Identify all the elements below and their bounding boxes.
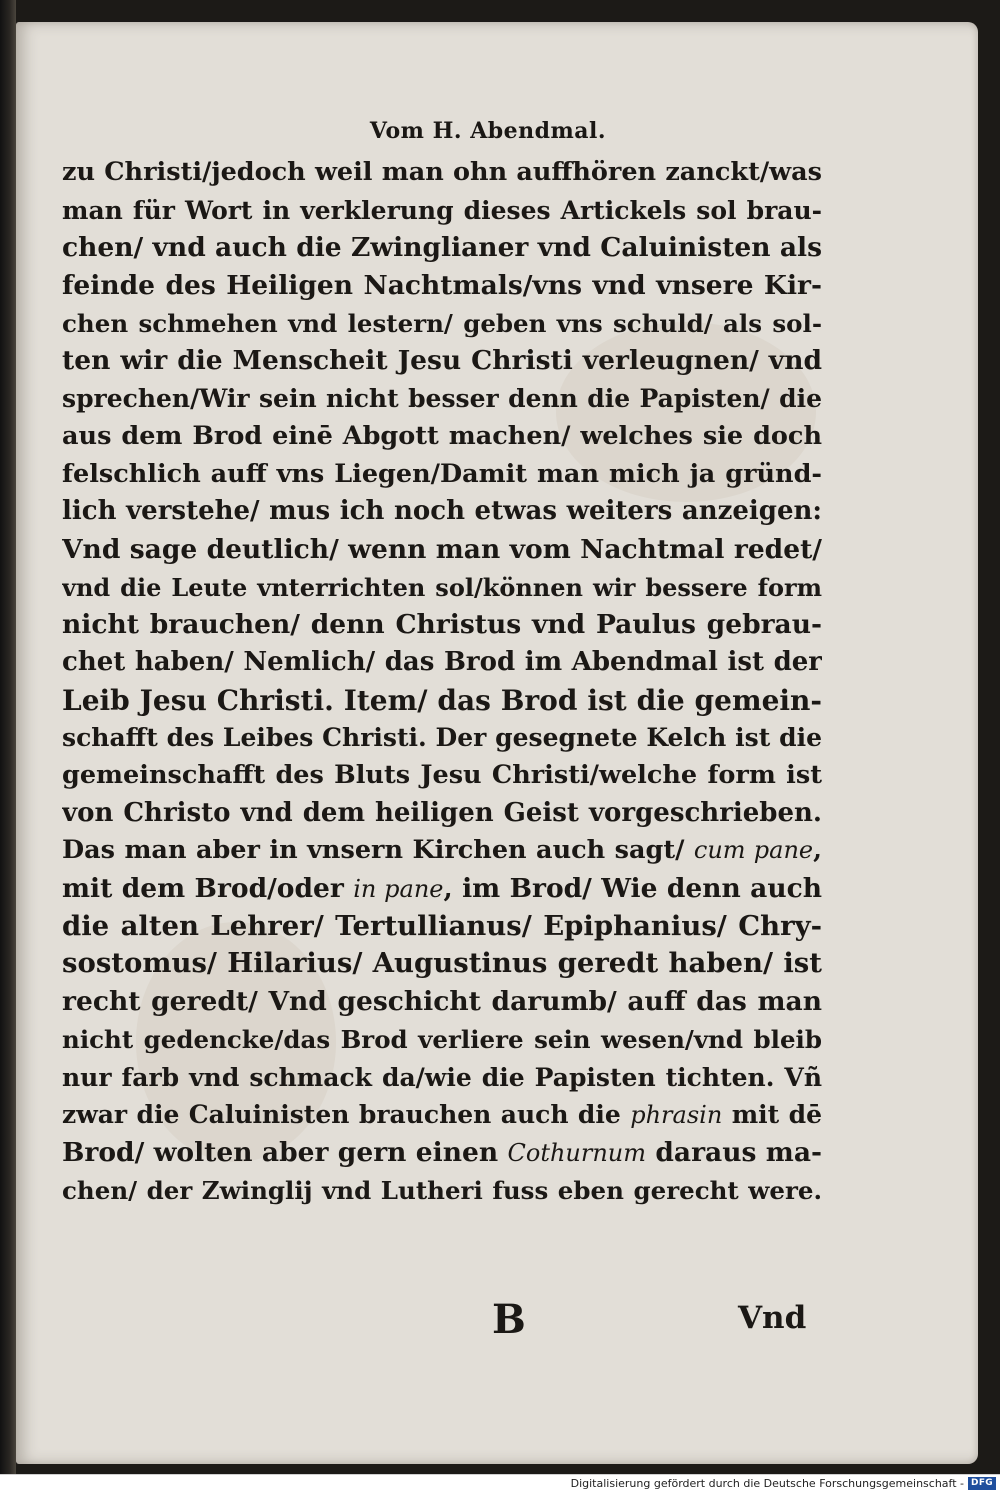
text-segment: chen/ der Zwinglij vnd Lutheri fuss eben gerecht were. — [62, 1175, 822, 1205]
running-head: Vom H. Abendmal. — [369, 118, 607, 144]
text-segment: man für Wort in verklerung dieses Artickels sol brau- — [62, 195, 822, 225]
text-segment: , im Brod/ Wie denn auch — [443, 873, 822, 905]
text-segment: Leib Jesu Christi. Item/ das Brod ist die gemein- — [62, 683, 822, 717]
text-segment: vnd die Leute vnterrichten sol/können wir bessere form — [62, 572, 822, 602]
text-segment: felschlich auff vns Liegen/Damit man mich ja gründ- — [62, 458, 822, 489]
text-segment: feinde des Heiligen Nachtmals/vns vnd vnsere Kir- — [62, 270, 822, 302]
text-segment: , — [813, 835, 822, 866]
text-segment: chen schmehen vnd lestern/ geben vns schuld/ als sol- — [62, 308, 822, 338]
text-segment: von Christo vnd dem heiligen Geist vorgeschrieben. — [62, 797, 822, 828]
book-binding-edge — [0, 0, 16, 1474]
text-line — [62, 908, 822, 946]
text-line — [62, 305, 822, 343]
text-line — [62, 229, 822, 267]
text-segment: chet haben/ Nemlich/ das Brod im Abendmal ist der — [62, 646, 822, 677]
text-line — [62, 945, 822, 983]
text-segment: nur farb vnd schmack da/wie die Papisten tichten. Vñ — [62, 1062, 822, 1092]
text-line — [62, 456, 822, 494]
text-line — [62, 1172, 822, 1210]
text-segment: Vnd sage deutlich/ wenn man vom Nachtmal redet/ — [62, 533, 822, 565]
text-line — [62, 154, 822, 192]
text-segment: aus dem Brod einē Abgott machen/ welches sie doch — [62, 420, 822, 451]
text-line — [62, 1021, 822, 1059]
text-line — [62, 795, 822, 833]
text-line — [62, 719, 822, 757]
text-line — [62, 267, 822, 305]
text-line — [62, 606, 822, 644]
text-line — [62, 493, 822, 531]
text-line — [62, 757, 822, 795]
text-segment: zu Christi/jedoch weil man ohn auffhören zanckt/was — [62, 157, 822, 187]
text-line — [62, 380, 822, 418]
text-segment: sostomus/ Hilarius/ Augustinus geredt haben/ ist — [62, 947, 822, 980]
text-line — [62, 342, 822, 380]
text-line — [62, 870, 822, 908]
text-line — [62, 682, 822, 720]
text-segment: zwar die Caluinisten brauchen auch die — [62, 1100, 631, 1130]
text-segment: Das man aber in vnsern Kirchen auch sagt/ — [62, 835, 694, 866]
text-segment: mit dē — [722, 1100, 822, 1130]
text-segment: schafft des Leibes Christi. Der gesegnete Kelch ist die — [62, 723, 822, 753]
text-line — [62, 1059, 822, 1097]
text-segment: gemeinschafft des Bluts Jesu Christi/welche form ist — [62, 760, 822, 790]
catchword: Vnd — [738, 1300, 807, 1336]
text-segment: nicht gedencke/das Brod verliere sein wesen/vnd bleib — [62, 1024, 822, 1054]
text-line — [62, 1096, 822, 1134]
text-segment: lich verstehe/ mus ich noch etwas weiters anzeigen: — [62, 496, 822, 527]
footer-credit: Digitalisierung gefördert durch die Deutsche Forschungsgemeinschaft - — [570, 1477, 964, 1490]
text-segment: die alten Lehrer/ Tertullianus/ Epiphanius/ Chry- — [62, 909, 822, 942]
text-line — [62, 192, 822, 230]
text-segment: ten wir die Menscheit Jesu Christi verleugnen/ vnd — [62, 345, 822, 377]
text-segment: mit dem Brod/oder — [62, 873, 354, 905]
text-segment: chen/ vnd auch die Zwinglianer vnd Caluinisten als — [62, 232, 822, 264]
text-line — [62, 983, 822, 1021]
text-segment: daraus ma- — [646, 1136, 822, 1168]
text-segment: nicht brauchen/ denn Christus vnd Paulus gebrau- — [62, 609, 822, 641]
text-line — [62, 418, 822, 456]
latin-italic-text: in pane — [353, 875, 444, 904]
latin-italic-text: phrasin — [630, 1101, 723, 1130]
text-line — [62, 531, 822, 569]
body-text — [62, 154, 822, 1209]
dfg-logo: DFG — [968, 1477, 996, 1490]
signature-mark: B — [492, 1296, 526, 1343]
text-line — [62, 1134, 822, 1172]
latin-italic-text: cum pane — [693, 836, 814, 865]
text-segment: Brod/ wolten aber gern einen — [62, 1136, 508, 1168]
text-line — [62, 832, 822, 870]
text-segment: sprechen/Wir sein nicht besser denn die Papisten/ die — [62, 384, 822, 414]
text-line — [62, 644, 822, 682]
text-line — [62, 569, 822, 607]
text-segment: recht geredt/ Vnd geschicht darumb/ auff das man — [62, 986, 822, 1018]
latin-italic-text: Cothurnum — [507, 1138, 647, 1167]
